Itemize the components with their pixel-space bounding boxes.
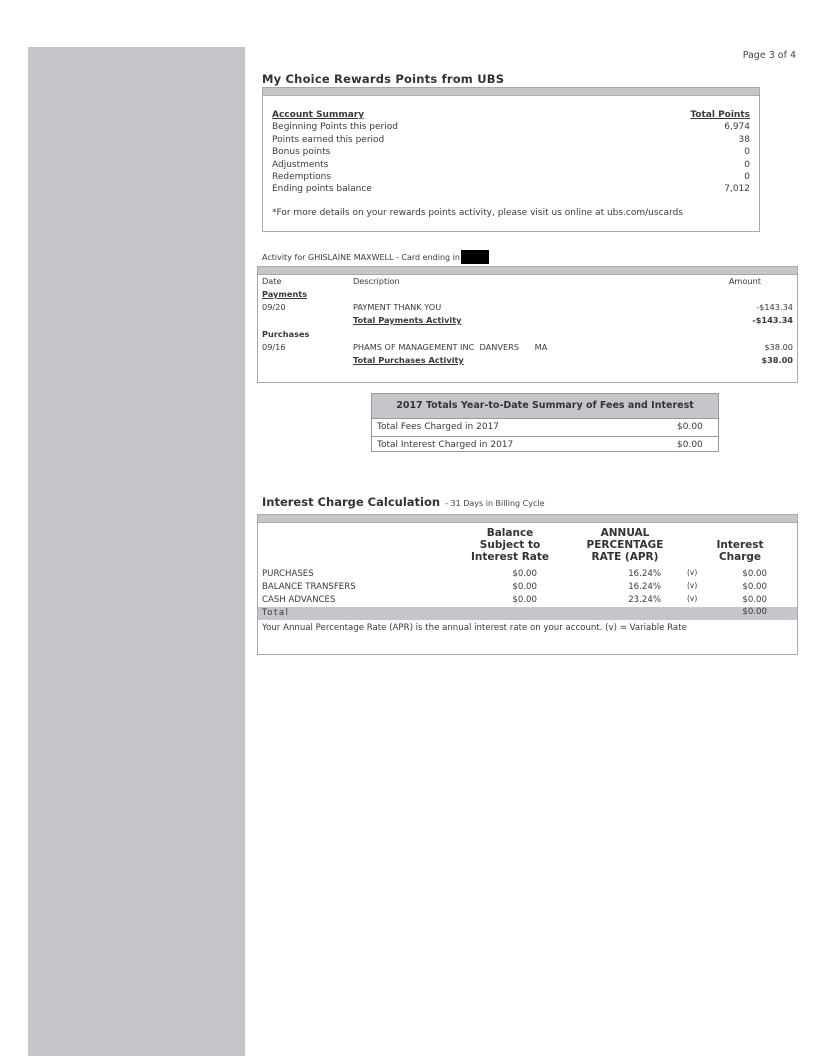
rewards-header-bar bbox=[263, 88, 759, 96]
rewards-row-label: Beginning Points this period bbox=[272, 122, 398, 133]
interest-table bbox=[257, 514, 798, 655]
rewards-row bbox=[272, 134, 750, 146]
rewards-row-value: 6,974 bbox=[724, 122, 750, 133]
rewards-row-value: 38 bbox=[738, 134, 750, 145]
page-number: Page 3 of 4 bbox=[742, 50, 796, 61]
rewards-row-label: Bonus points bbox=[272, 147, 331, 158]
interest-title bbox=[262, 495, 545, 509]
interest-row-label: PURCHASES bbox=[262, 569, 314, 579]
payments-total-amount: -$143.34 bbox=[752, 315, 793, 325]
rewards-summary-box bbox=[262, 87, 760, 232]
transaction-amount: -$143.34 bbox=[756, 302, 793, 312]
rewards-row-value: 0 bbox=[744, 147, 750, 158]
table-row bbox=[262, 301, 793, 314]
transaction-description: PHAMS OF MANAGEMENT INC DANVERS MA bbox=[353, 342, 548, 352]
description-header: Description bbox=[353, 276, 400, 286]
charge-header-line: Charge bbox=[718, 551, 762, 563]
balance-header-line: Subject to bbox=[479, 539, 541, 551]
interest-row-balance: $0.00 bbox=[512, 582, 537, 592]
interest-row-apr: 16.24% bbox=[628, 582, 661, 592]
table-row bbox=[262, 568, 793, 581]
activity-label bbox=[262, 250, 489, 264]
ytd-value: $0.00 bbox=[677, 439, 703, 450]
rewards-row-label: Ending points balance bbox=[272, 184, 372, 195]
apr-header-line: ANNUAL bbox=[600, 527, 650, 539]
interest-subtitle: - 31 Days in Billing Cycle bbox=[445, 499, 545, 508]
amount-header: Amount bbox=[728, 276, 761, 286]
interest-row-balance: $0.00 bbox=[512, 569, 537, 579]
rewards-row bbox=[272, 159, 750, 171]
rewards-row-value: 0 bbox=[744, 159, 750, 170]
payments-total-row bbox=[262, 314, 793, 327]
interest-row-label: CASH ADVANCES bbox=[262, 595, 336, 605]
ytd-title: 2017 Totals Year-to-Date Summary of Fees and Interest bbox=[372, 394, 718, 419]
balance-header bbox=[455, 527, 565, 563]
interest-row-apr: 16.24% bbox=[628, 569, 661, 579]
rewards-row bbox=[272, 171, 750, 183]
rewards-row bbox=[272, 146, 750, 158]
purchases-title: Purchases bbox=[262, 329, 310, 339]
table-row bbox=[372, 419, 718, 437]
payments-title: Payments bbox=[262, 289, 308, 299]
interest-row-balance: $0.00 bbox=[512, 595, 537, 605]
activity-table bbox=[257, 266, 798, 383]
interest-row-apr-flag: (v) bbox=[687, 594, 698, 603]
ytd-label: Total Interest Charged in 2017 bbox=[377, 439, 514, 450]
transaction-date: 09/16 bbox=[262, 342, 286, 352]
table-row bbox=[262, 341, 793, 354]
rewards-row bbox=[272, 183, 750, 195]
table-row bbox=[372, 437, 718, 454]
ytd-summary-table bbox=[371, 393, 719, 452]
rewards-row bbox=[272, 121, 750, 133]
table-row bbox=[262, 581, 793, 594]
purchases-total-amount: $38.00 bbox=[761, 355, 793, 365]
transaction-description: PAYMENT THANK YOU bbox=[353, 302, 442, 312]
interest-row-apr: 23.24% bbox=[628, 595, 661, 605]
rewards-title: My Choice Rewards Points from UBS bbox=[262, 72, 505, 86]
rewards-row-label: Points earned this period bbox=[272, 134, 385, 145]
rewards-row-value: 7,012 bbox=[724, 184, 750, 195]
date-header: Date bbox=[262, 276, 282, 286]
payments-total-label: Total Payments Activity bbox=[353, 315, 462, 325]
ytd-label: Total Fees Charged in 2017 bbox=[377, 422, 500, 432]
account-summary-header: Account Summary bbox=[272, 110, 365, 120]
sidebar-panel bbox=[28, 47, 245, 1056]
payments-section-title bbox=[262, 288, 793, 301]
purchases-total-row bbox=[262, 354, 793, 367]
apr-header bbox=[565, 527, 685, 563]
interest-total-row bbox=[258, 607, 797, 620]
total-points-header: Total Points bbox=[690, 110, 750, 120]
balance-header-line: Interest Rate bbox=[470, 551, 550, 563]
charge-header-line: Interest bbox=[716, 539, 764, 551]
activity-label-text: Activity for GHISLAINE MAXWELL - Card ending in bbox=[262, 253, 460, 262]
interest-title-text: Interest Charge Calculation bbox=[262, 495, 441, 509]
activity-column-headers bbox=[262, 275, 793, 288]
balance-header-line: Balance bbox=[486, 527, 534, 539]
purchases-section-title bbox=[262, 328, 793, 341]
interest-header-bar bbox=[258, 515, 797, 523]
redaction-block bbox=[461, 250, 489, 264]
interest-total-charge: $0.00 bbox=[742, 607, 767, 617]
transaction-date: 09/20 bbox=[262, 302, 286, 312]
interest-row-charge: $0.00 bbox=[742, 569, 767, 579]
transaction-amount: $38.00 bbox=[764, 342, 793, 352]
rewards-row-value: 0 bbox=[744, 171, 750, 182]
ytd-value: $0.00 bbox=[677, 422, 703, 432]
rewards-row-label: Adjustments bbox=[272, 159, 329, 170]
interest-total-label: Total bbox=[262, 608, 290, 618]
interest-row-charge: $0.00 bbox=[742, 582, 767, 592]
interest-row-apr-flag: (v) bbox=[687, 568, 698, 577]
purchases-total-label: Total Purchases Activity bbox=[353, 355, 464, 365]
activity-header-bar bbox=[258, 267, 797, 275]
interest-row-apr-flag: (v) bbox=[687, 581, 698, 590]
interest-row-charge: $0.00 bbox=[742, 595, 767, 605]
interest-row-label: BALANCE TRANSFERS bbox=[262, 582, 356, 592]
apr-header-line: PERCENTAGE bbox=[586, 539, 664, 551]
interest-note: Your Annual Percentage Rate (APR) is the annual interest rate on your account. (v) = Variable Rate bbox=[262, 623, 687, 633]
apr-header-line: RATE (APR) bbox=[591, 551, 659, 563]
rewards-note: *For more details on your rewards points activity, please visit us online at ubs.com/uscards bbox=[272, 208, 683, 218]
rewards-row-label: Redemptions bbox=[272, 171, 332, 182]
rewards-summary-header bbox=[272, 109, 750, 121]
charge-header bbox=[700, 539, 780, 563]
table-row bbox=[262, 594, 793, 607]
